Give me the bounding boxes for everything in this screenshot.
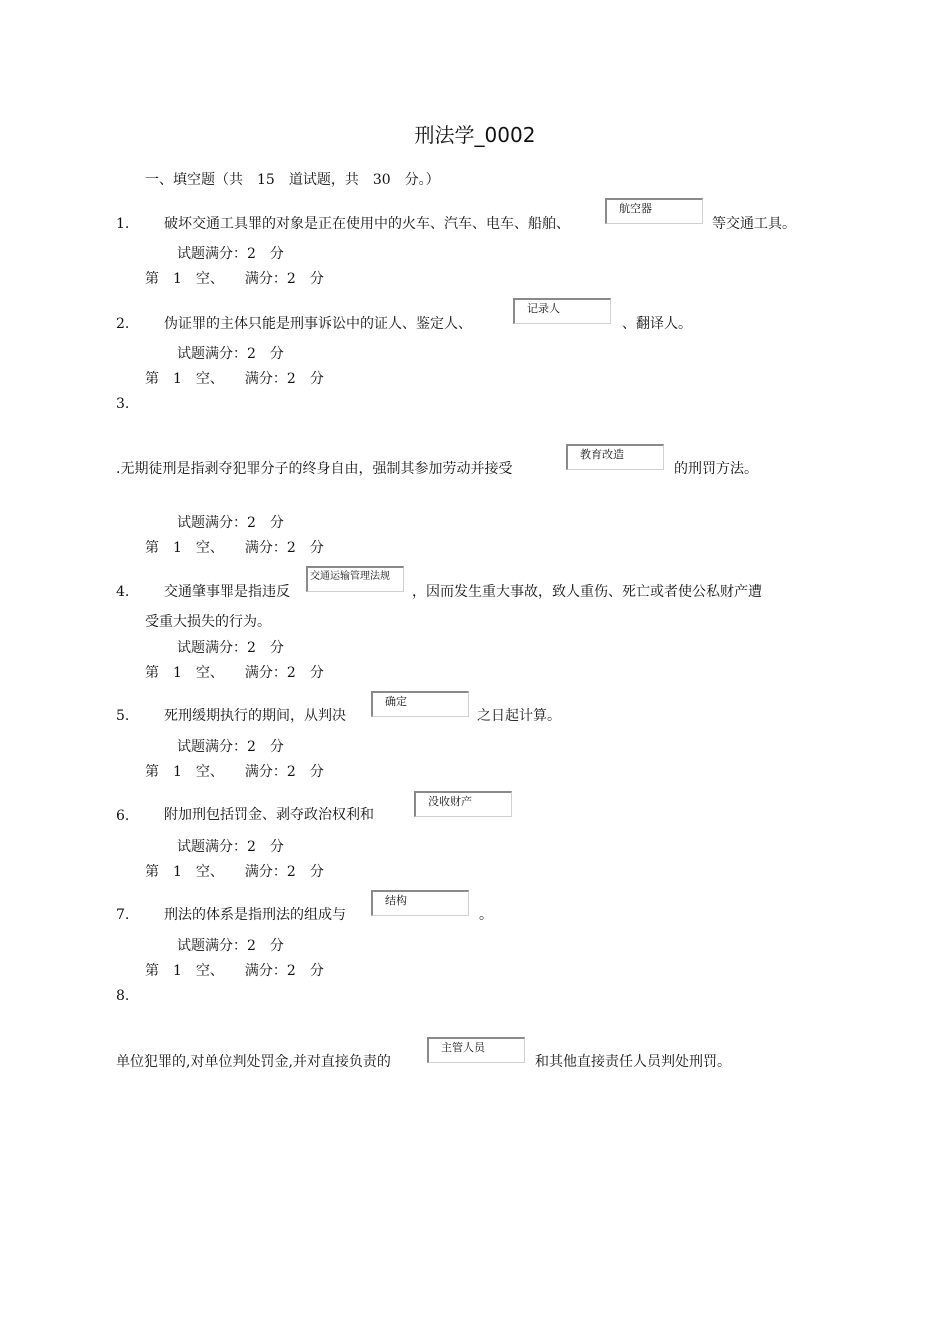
question-score: 试题满分：2 分 — [177, 515, 284, 531]
question-text-after: 、翻译人。 — [622, 316, 692, 332]
question-text: 单位犯罪的,对单位判处罚金,并对直接负责的 — [116, 1054, 391, 1070]
answer-input[interactable]: 没收财产 — [414, 791, 512, 817]
question-text-after: 等交通工具。 — [712, 216, 796, 232]
question-text-after: 。 — [479, 907, 493, 923]
question-score: 试题满分：2 分 — [177, 346, 284, 362]
question-score: 试题满分：2 分 — [177, 739, 284, 755]
answer-input[interactable]: 教育改造 — [566, 444, 664, 470]
page-title: 刑法学_0002 — [414, 123, 536, 147]
question-text: 死刑缓期执行的期间，从判决 — [164, 708, 346, 724]
question-text: .无期徒刑是指剥夺犯罪分子的终身自由，强制其参加劳动并接受 — [116, 461, 513, 477]
question-number: 6. — [116, 808, 130, 824]
answer-input[interactable]: 结构 — [371, 890, 469, 916]
question-text: 破坏交通工具罪的对象是正在使用中的火车、汽车、电车、船舶、 — [164, 216, 570, 232]
blank-score: 第 1 空、 满分：2 分 — [145, 371, 324, 387]
question-number: 8. — [116, 988, 130, 1004]
section-heading: 一、填空题（共 15 道试题，共 30 分。） — [145, 172, 440, 188]
question-text: 交通肇事罪是指违反 — [164, 584, 290, 600]
answer-input[interactable]: 确定 — [371, 691, 469, 717]
question-text: 刑法的体系是指刑法的组成与 — [164, 907, 346, 923]
question-number: 2. — [116, 316, 130, 332]
blank-score: 第 1 空、 满分：2 分 — [145, 764, 324, 780]
question-score: 试题满分：2 分 — [177, 839, 284, 855]
question-score: 试题满分：2 分 — [177, 246, 284, 262]
question-number: 5. — [116, 708, 130, 724]
blank-score: 第 1 空、 满分：2 分 — [145, 540, 324, 556]
answer-input[interactable]: 交通运输管理法规 — [306, 566, 404, 592]
question-number: 7. — [116, 907, 130, 923]
question-score: 试题满分：2 分 — [177, 938, 284, 954]
question-number: 1. — [116, 216, 130, 232]
question-text: 附加刑包括罚金、剥夺政治权利和 — [164, 807, 374, 823]
question-text-after: ，因而发生重大事故，致人重伤、死亡或者使公私财产遭 — [412, 584, 762, 600]
question-number: 4. — [116, 584, 130, 600]
question-text: 伪证罪的主体只能是刑事诉讼中的证人、鉴定人、 — [164, 316, 472, 332]
question-text-after: 的刑罚方法。 — [674, 461, 758, 477]
answer-input[interactable]: 主管人员 — [427, 1037, 525, 1063]
question-text-continued: 受重大损失的行为。 — [145, 614, 271, 630]
blank-score: 第 1 空、 满分：2 分 — [145, 864, 324, 880]
question-text-after: 之日起计算。 — [477, 708, 561, 724]
answer-input[interactable]: 记录人 — [513, 298, 611, 324]
answer-input[interactable]: 航空器 — [605, 198, 703, 224]
question-text-after: 和其他直接责任人员判处刑罚。 — [535, 1054, 731, 1070]
blank-score: 第 1 空、 满分：2 分 — [145, 271, 324, 287]
question-score: 试题满分：2 分 — [177, 640, 284, 656]
question-number: 3. — [116, 396, 130, 412]
blank-score: 第 1 空、 满分：2 分 — [145, 665, 324, 681]
blank-score: 第 1 空、 满分：2 分 — [145, 963, 324, 979]
